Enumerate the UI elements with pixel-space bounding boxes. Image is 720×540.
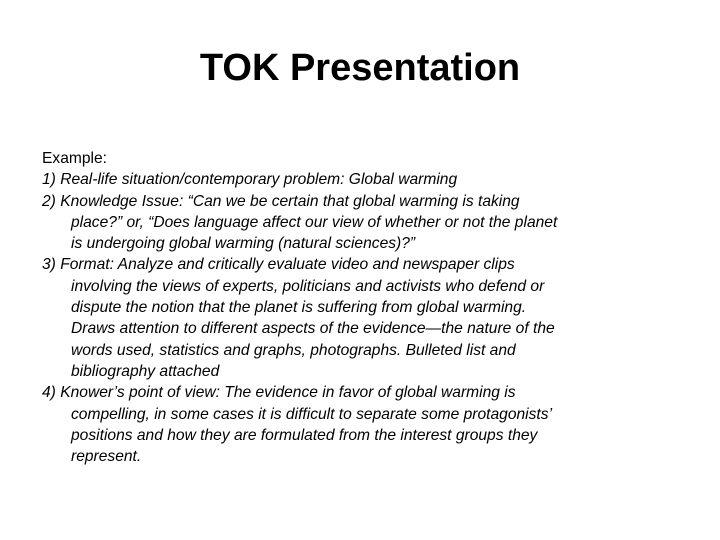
- list-item-line: positions and how they are formulated from the interest groups they: [71, 426, 538, 444]
- list-item-line: place?” or, “Does language affect our view of whether or not the planet: [71, 213, 558, 231]
- list-item-line: Draws attention to different aspects of the evidence—the nature of the: [71, 320, 555, 338]
- slide-body: [42, 148, 682, 467]
- list-item-line: 4) Knower’s point of view: The evidence in favor of global warming is: [42, 384, 516, 402]
- slide-title: TOK Presentation: [199, 47, 521, 89]
- list-item-3: [42, 254, 682, 382]
- list-item-line: 2) Knowledge Issue: “Can we be certain that global warming is taking: [42, 192, 520, 210]
- list-item-line: is undergoing global warming (natural sciences)?”: [71, 235, 416, 253]
- list-item-4: [42, 382, 682, 467]
- list-item-line: represent.: [71, 448, 142, 466]
- list-item-1: [42, 169, 682, 190]
- example-heading: Example:: [42, 150, 108, 167]
- list-item-line: bibliography attached: [71, 362, 220, 380]
- list-item-line: dispute the notion that the planet is suffering from global warming.: [71, 299, 527, 317]
- list-item-line: involving the views of experts, politicians and activists who defend or: [71, 277, 545, 295]
- list-item-line: words used, statistics and graphs, photographs. Bulleted list and: [71, 341, 516, 359]
- list-item-line: compelling, in some cases it is difficult to separate some protagonists’: [71, 405, 553, 423]
- list-item-2: [42, 191, 682, 255]
- list-item-line: 1) Real-life situation/contemporary problem: Global warming: [42, 171, 458, 189]
- list-item-line: 3) Format: Analyze and critically evaluate video and newspaper clips: [42, 256, 515, 274]
